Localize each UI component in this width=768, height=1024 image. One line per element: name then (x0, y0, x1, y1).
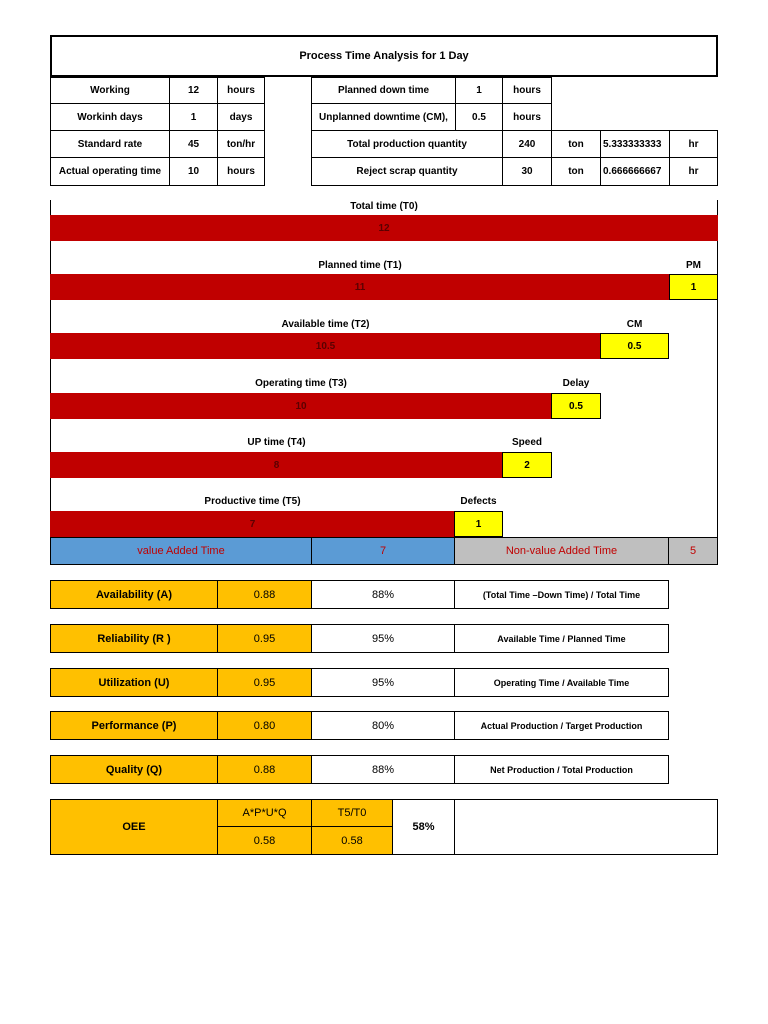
loss-label-defects: Defects (460, 496, 497, 507)
metric-percent-reliability: 95% (311, 624, 455, 653)
input-label-unplanned-downtime: Unplanned downtime (CM), (311, 103, 456, 131)
metric-name-quality: Quality (Q) (50, 755, 218, 784)
metric-name-performance: Performance (P) (50, 711, 218, 740)
input-value-working-days: 1 (169, 103, 218, 131)
oee-value-apuq: 0.58 (217, 826, 312, 855)
value-added-value: 7 (311, 537, 455, 565)
oee-value-t5t0: 0.58 (311, 826, 393, 855)
bar-label-t1: Planned time (T1) (318, 260, 402, 271)
metric-percent-availability: 88% (311, 580, 455, 609)
non-value-added-value: 5 (668, 537, 718, 565)
input-value-standard-rate: 45 (169, 130, 218, 158)
metric-name-availability: Availability (A) (50, 580, 218, 609)
loss-label-cm: CM (626, 319, 643, 330)
input-value-working: 12 (169, 77, 218, 104)
input-unit-working-days: days (217, 103, 265, 131)
page-title: Process Time Analysis for 1 Day (50, 35, 718, 77)
loss-label-speed: Speed (511, 437, 542, 448)
input-value-actual-operating-time: 10 (169, 157, 218, 186)
bar-t5: 7 (50, 511, 455, 537)
input-extra-total-production: 5.333333333 (600, 130, 670, 158)
bar-t3: 10 (50, 393, 552, 419)
metric-formula-performance: Actual Production / Target Production (454, 711, 669, 740)
bar-label-t4: UP time (T4) (247, 437, 306, 448)
loss-box-defects: 1 (454, 511, 503, 537)
input-extra-reject-scrap: 0.666666667 (600, 157, 670, 186)
input-unit-unplanned-downtime: hours (502, 103, 552, 131)
input-extra-unit-total-production: hr (669, 130, 718, 158)
input-unit-standard-rate: ton/hr (217, 130, 265, 158)
input-value-total-production: 240 (502, 130, 552, 158)
metric-formula-availability: (Total Time –Down Time) / Total Time (454, 580, 669, 609)
bar-t2: 10.5 (50, 333, 601, 359)
metric-formula-reliability: Available Time / Planned Time (454, 624, 669, 653)
loss-box-delay: 0.5 (551, 393, 601, 419)
loss-box-cm: 0.5 (600, 333, 669, 359)
oee-result: 58% (392, 799, 455, 855)
input-unit-planned-down-time: hours (502, 77, 552, 104)
input-label-standard-rate: Standard rate (50, 130, 170, 158)
metric-percent-utilization: 95% (311, 668, 455, 697)
input-value-reject-scrap: 30 (502, 157, 552, 186)
metric-value-reliability: 0.95 (217, 624, 312, 653)
input-extra-unit-reject-scrap: hr (669, 157, 718, 186)
oee-empty-cell (454, 799, 718, 855)
loss-box-pm: 1 (669, 274, 718, 300)
oee-formula-apuq: A*P*U*Q (217, 799, 312, 827)
loss-label-pm: PM (686, 260, 701, 271)
loss-label-delay: Delay (562, 378, 590, 389)
bar-t1: 11 (50, 274, 670, 300)
input-value-planned-down-time: 1 (455, 77, 503, 104)
metric-value-performance: 0.80 (217, 711, 312, 740)
bar-t4: 8 (50, 452, 503, 478)
input-value-unplanned-downtime: 0.5 (455, 103, 503, 131)
metric-percent-performance: 80% (311, 711, 455, 740)
input-unit-working: hours (217, 77, 265, 104)
bar-frame-left (50, 200, 51, 538)
bar-label-t0: Total time (T0) (350, 201, 418, 212)
input-label-working: Working (50, 77, 170, 104)
input-unit-total-production: ton (551, 130, 601, 158)
oee-label: OEE (50, 799, 218, 855)
value-added-label: value Added Time (50, 537, 312, 565)
input-label-reject-scrap: Reject scrap quantity (311, 157, 503, 186)
metric-formula-utilization: Operating Time / Available Time (454, 668, 669, 697)
loss-box-speed: 2 (502, 452, 552, 478)
metric-name-utilization: Utilization (U) (50, 668, 218, 697)
input-unit-actual-operating-time: hours (217, 157, 265, 186)
metric-name-reliability: Reliability (R ) (50, 624, 218, 653)
bar-label-t5: Productive time (T5) (204, 496, 301, 507)
metric-percent-quality: 88% (311, 755, 455, 784)
metric-value-utilization: 0.95 (217, 668, 312, 697)
oee-formula-t5t0: T5/T0 (311, 799, 393, 827)
bar-label-t3: Operating time (T3) (255, 378, 347, 389)
metric-value-quality: 0.88 (217, 755, 312, 784)
input-label-actual-operating-time: Actual operating time (50, 157, 170, 186)
input-label-working-days: Workinh days (50, 103, 170, 131)
metric-formula-quality: Net Production / Total Production (454, 755, 669, 784)
bar-label-t2: Available time (T2) (281, 319, 370, 330)
metric-value-availability: 0.88 (217, 580, 312, 609)
bar-t0: 12 (50, 215, 718, 241)
input-label-total-production: Total production quantity (311, 130, 503, 158)
input-label-planned-down-time: Planned down time (311, 77, 456, 104)
bar-frame-right (717, 200, 718, 538)
input-unit-reject-scrap: ton (551, 157, 601, 186)
non-value-added-label: Non-value Added Time (454, 537, 669, 565)
